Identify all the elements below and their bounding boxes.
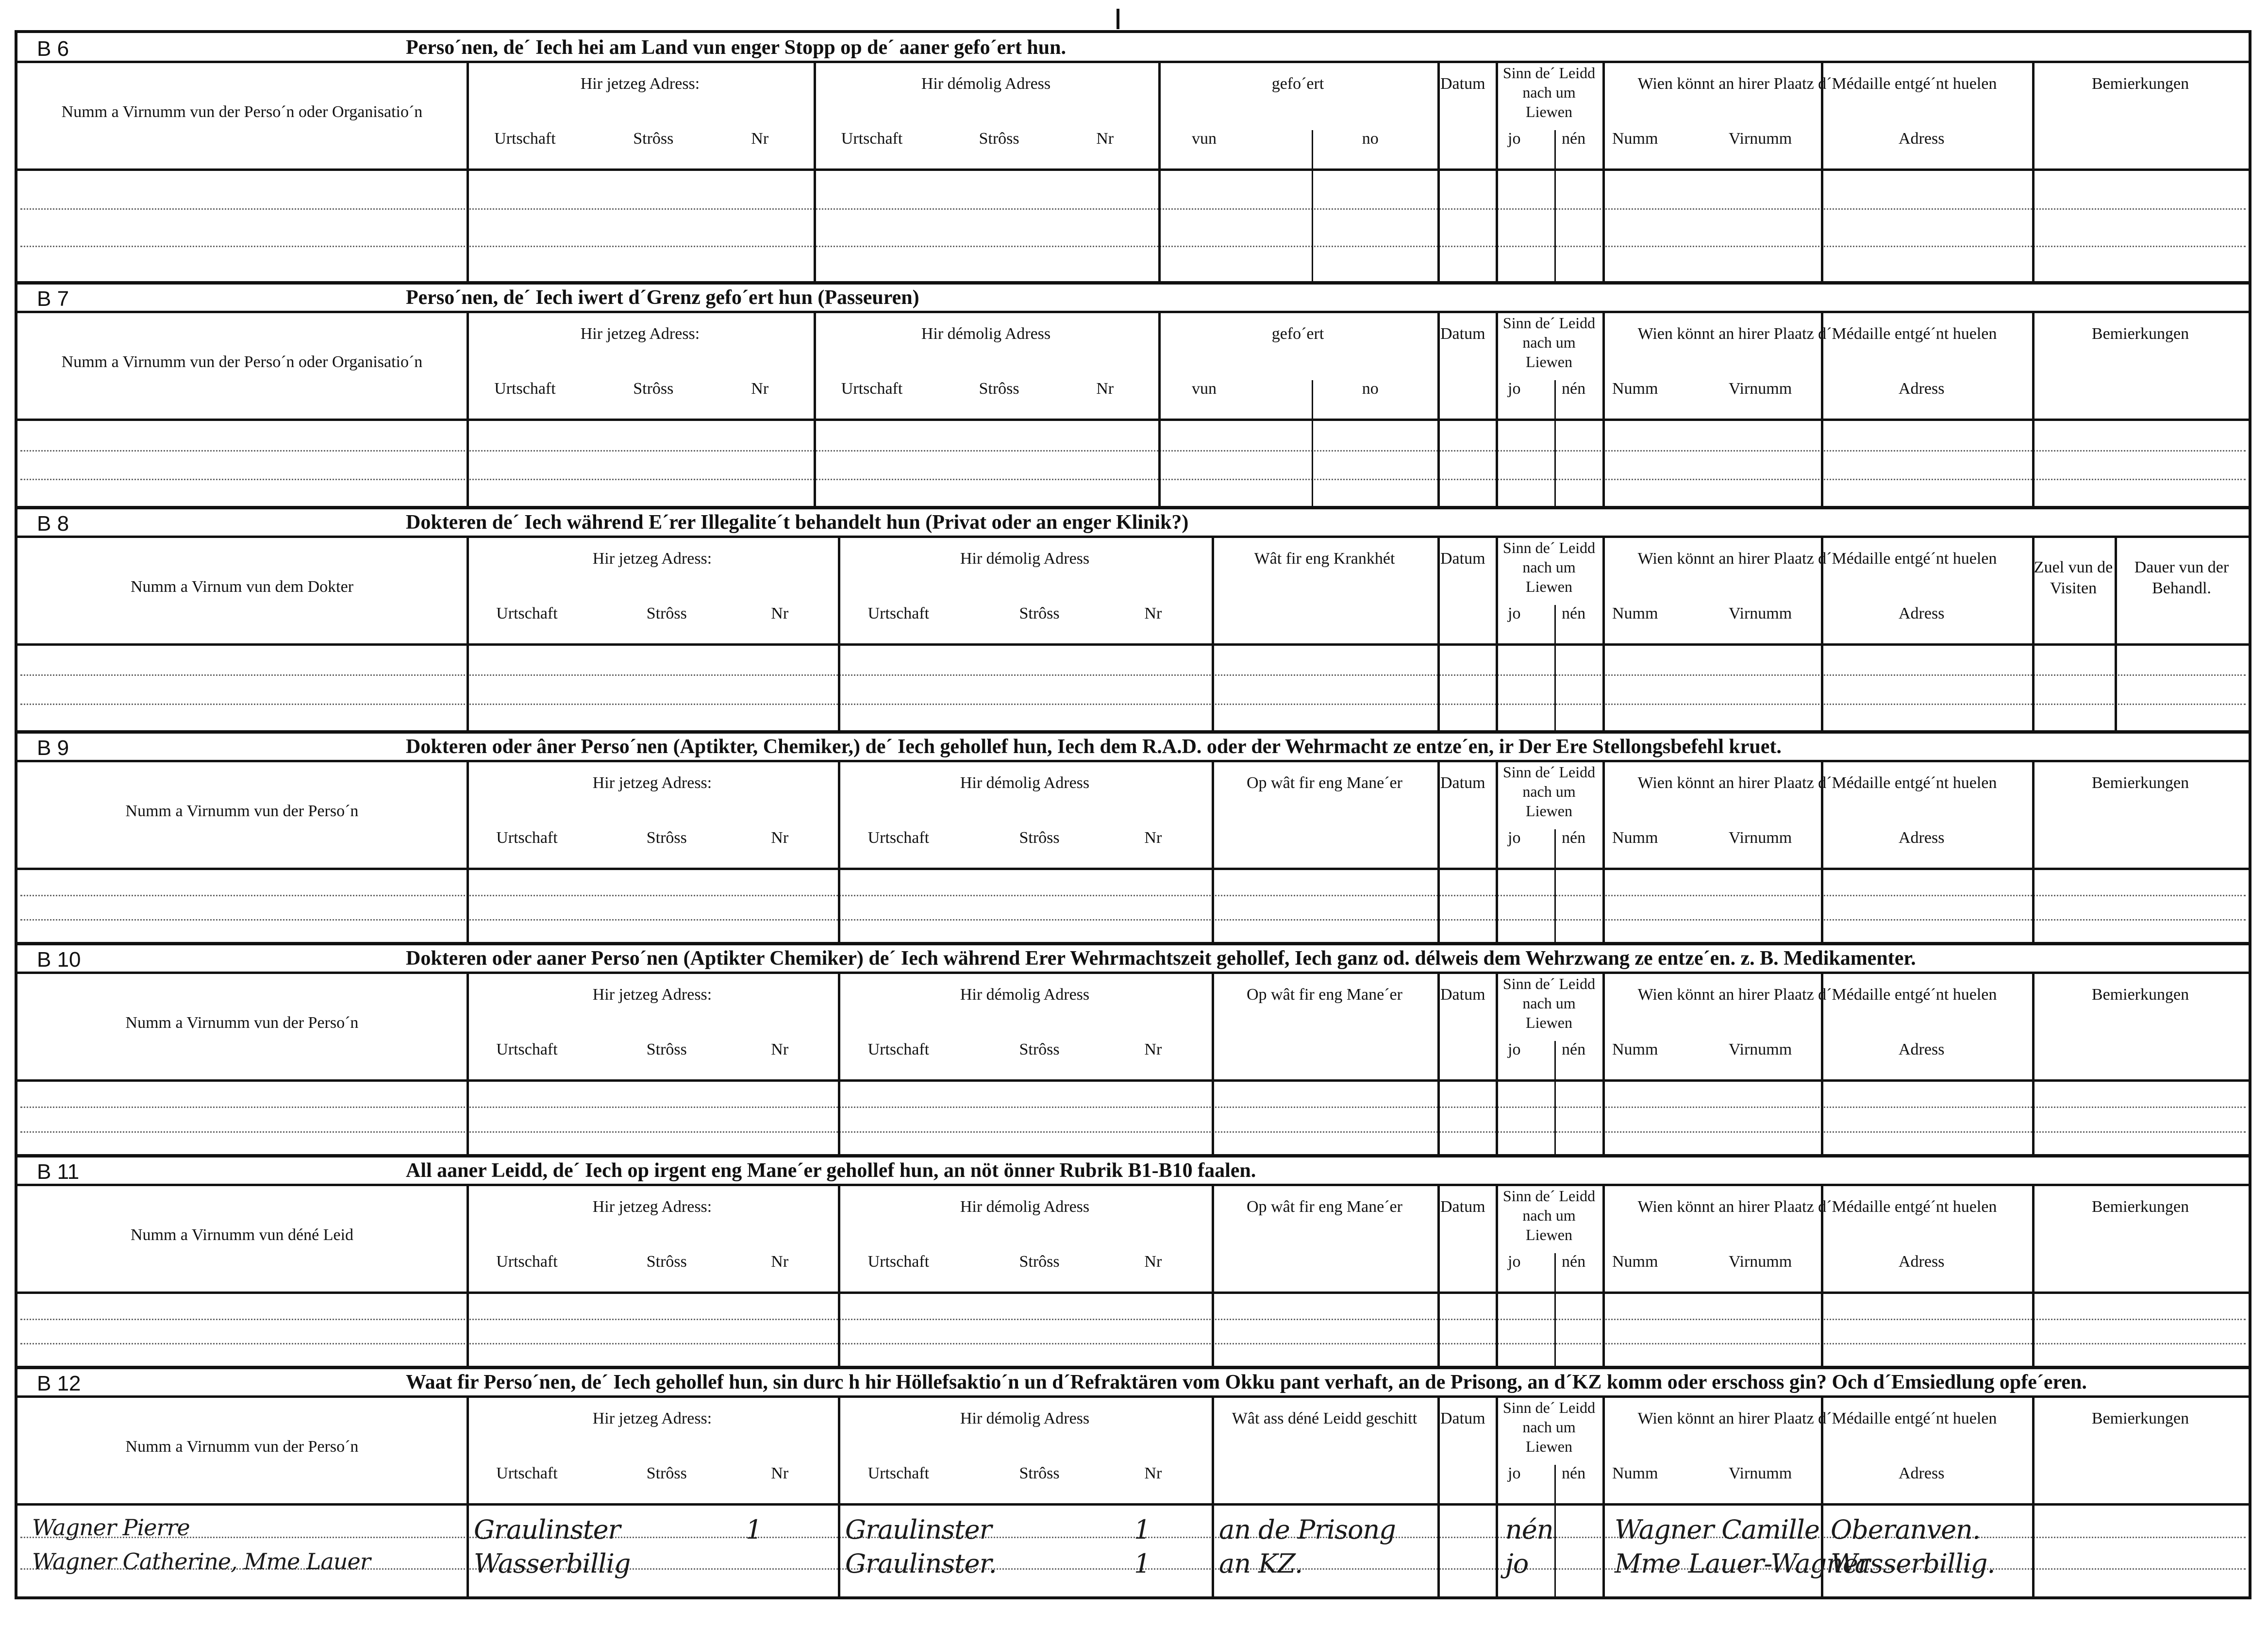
section-title-bar [17, 283, 2249, 313]
subcolumn-town: Urtschaft [841, 380, 903, 398]
column-header-row [17, 974, 2249, 1082]
column-current-address: Hir jetzeg Adress: [592, 550, 712, 568]
subcolumn-name: Numm [1612, 1464, 1658, 1482]
column-name: Numm a Virnumm vun der Perso´n [125, 1438, 359, 1456]
dotted-guide-line [20, 1131, 2246, 1133]
subcolumn-from: vun [1192, 380, 1217, 398]
entry-rows[interactable] [17, 171, 2249, 283]
column-still-alive: Sinn de´ Leidd nach um Liewen [1502, 314, 1596, 370]
column-former-address: Hir démolig Adress [960, 1409, 1090, 1427]
section-title: Dokteren de´ Iech während E´rer Illegalite´t behandelt hun (Privat oder an enger Klinik?) [406, 511, 1189, 534]
dotted-guide-line [20, 479, 2246, 480]
column-divider [1437, 313, 1440, 508]
column-divider [2032, 1186, 2035, 1368]
subcolumn-street: Strôss [1019, 1464, 1060, 1482]
column-remarks: Bemierkungen [2091, 1198, 2189, 1216]
column-divider [1496, 1186, 1498, 1368]
column-divider [1212, 1398, 1214, 1599]
column-description: gefo´ert [1271, 75, 1324, 93]
subcolumn-nr: Nr [771, 604, 789, 622]
column-divider [467, 63, 469, 283]
column-former-address: Hir démolig Adress [960, 774, 1090, 792]
subcolumn-address: Adress [1899, 130, 1945, 148]
subcolumn-to: no [1362, 130, 1379, 148]
subcolumn-divider [1554, 1465, 1556, 1599]
entry-town-then: Graulinster [845, 1514, 992, 1545]
entry-name: Wagner Catherine, Mme Lauer [32, 1548, 370, 1575]
subcolumn-firstname: Virnumm [1729, 829, 1792, 847]
subcolumn-street: Strôss [1019, 1253, 1060, 1271]
column-medal-recipient: Wien könnt an hirer Plaatz d´Médaille entgé´nt huelen [1637, 325, 1997, 343]
section-b6 [17, 33, 2249, 283]
column-divider [1212, 974, 1214, 1156]
column-divider [1602, 63, 1605, 283]
subcolumn-town: Urtschaft [867, 604, 930, 622]
entry-rows[interactable] [17, 1294, 2249, 1368]
column-remarks: Bemierkungen [2091, 986, 2189, 1004]
column-divider [1821, 762, 1823, 944]
subcolumn-street: Strôss [646, 1253, 687, 1271]
column-divider [1602, 538, 1605, 732]
column-name: Numm a Virnumm vun der Perso´n [125, 1014, 359, 1032]
subcolumn-divider [1554, 1253, 1556, 1368]
column-header-row [17, 63, 2249, 171]
column-former-address: Hir démolig Adress [960, 550, 1090, 568]
section-title-bar [17, 1368, 2249, 1398]
section-id: B 12 [37, 1372, 81, 1395]
subcolumn-town: Urtschaft [494, 380, 556, 398]
column-divider [1496, 63, 1498, 283]
column-divider [1602, 1186, 1605, 1368]
column-medal-recipient: Wien könnt an hirer Plaatz d´Médaille entgé´nt huelen [1637, 986, 1997, 1004]
column-divider [2032, 538, 2035, 732]
column-current-address: Hir jetzeg Adress: [592, 1198, 712, 1216]
dotted-guide-line [20, 246, 2246, 247]
entry-medal-addr: Wasserbillig. [1831, 1548, 1995, 1579]
column-divider [1496, 762, 1498, 944]
column-divider [1212, 762, 1214, 944]
entry-what: an de Prisong [1219, 1514, 1396, 1545]
column-remarks: Bemierkungen [2091, 325, 2189, 343]
section-id: B 8 [37, 512, 69, 536]
column-divider [1496, 538, 1498, 732]
subcolumn-town: Urtschaft [841, 130, 903, 148]
column-current-address: Hir jetzeg Adress: [580, 325, 700, 343]
column-name: Numm a Virnumm vun déné Leid [130, 1226, 354, 1244]
subcolumn-street: Strôss [1019, 604, 1060, 622]
subcolumn-divider [1554, 1041, 1556, 1156]
subcolumn-yes: jo [1508, 1253, 1521, 1271]
subcolumn-town: Urtschaft [496, 1040, 558, 1058]
subcolumn-name: Numm [1612, 604, 1658, 622]
section-id: B 9 [37, 736, 69, 760]
column-divider [1437, 538, 1440, 732]
subcolumn-street: Strôss [646, 1040, 687, 1058]
entry-alive: nén [1505, 1514, 1553, 1545]
section-id: B 6 [37, 37, 69, 61]
column-divider [838, 762, 840, 944]
section-divider [17, 1154, 2249, 1157]
column-former-address: Hir démolig Adress [960, 986, 1090, 1004]
subcolumn-nr: Nr [751, 380, 769, 398]
subcolumn-town: Urtschaft [496, 1464, 558, 1482]
section-divider [17, 506, 2249, 509]
section-title-bar [17, 944, 2249, 974]
subcolumn-street: Strôss [979, 130, 1019, 148]
subcolumn-nr: Nr [771, 1253, 789, 1271]
column-description: Wât ass déné Leidd geschitt [1232, 1409, 1418, 1427]
column-divider [1821, 1186, 1823, 1368]
column-still-alive: Sinn de´ Leidd nach um Liewen [1502, 64, 1596, 120]
subcolumn-town: Urtschaft [867, 829, 930, 847]
subcolumn-nr: Nr [1144, 604, 1162, 622]
subcolumn-divider [1312, 380, 1313, 508]
section-title: All aaner Leidd, de´ Iech op irgent eng Mane´er gehollef hun, an nöt önner Rubrik B1-B10 faalen. [406, 1159, 1256, 1182]
subcolumn-nr: Nr [771, 1464, 789, 1482]
column-divider [1437, 1186, 1440, 1368]
column-divider [467, 1186, 469, 1368]
subcolumn-nr: Nr [1096, 380, 1114, 398]
entry-medal-addr: Oberanven. [1831, 1514, 1980, 1545]
section-b11 [17, 1156, 2249, 1368]
subcolumn-firstname: Virnumm [1729, 1253, 1792, 1271]
column-date: Datum [1440, 986, 1485, 1004]
entry-town-now: Wasserbillig [474, 1548, 631, 1579]
column-divider [1496, 313, 1498, 508]
section-divider [17, 730, 2249, 734]
subcolumn-firstname: Virnumm [1729, 1464, 1792, 1482]
subcolumn-town: Urtschaft [496, 1253, 558, 1271]
entry-medal-name: Mme Lauer-Wagner [1615, 1548, 1870, 1579]
subcolumn-name: Numm [1612, 380, 1658, 398]
subcolumn-nr: Nr [1144, 1464, 1162, 1482]
dotted-guide-line [20, 1107, 2246, 1108]
column-divider [1158, 63, 1161, 283]
column-divider [2032, 63, 2035, 283]
column-divider [1602, 313, 1605, 508]
column-divider [1496, 1398, 1498, 1599]
subcolumn-no: nén [1562, 1464, 1586, 1482]
subcolumn-no: nén [1562, 1040, 1586, 1058]
entry-town-now: Graulinster [474, 1514, 620, 1545]
subcolumn-name: Numm [1612, 1253, 1658, 1271]
column-date: Datum [1440, 1409, 1485, 1427]
column-divider [2032, 762, 2035, 944]
subcolumn-address: Adress [1899, 1253, 1945, 1271]
column-divider [814, 313, 816, 508]
subcolumn-no: nén [1562, 380, 1586, 398]
column-still-alive: Sinn de´ Leidd nach um Liewen [1502, 1399, 1596, 1455]
entry-medal-name: Wagner Camille [1615, 1514, 1819, 1545]
subcolumn-divider [1554, 130, 1556, 283]
dotted-guide-line [20, 450, 2246, 452]
dotted-guide-line [20, 674, 2246, 676]
column-description: Op wât fir eng Mane´er [1247, 1198, 1402, 1216]
entry-rows[interactable] [17, 646, 2249, 732]
section-b10 [17, 944, 2249, 1156]
dotted-guide-line [20, 895, 2246, 896]
column-former-address: Hir démolig Adress [921, 325, 1051, 343]
column-divider [814, 63, 816, 283]
column-divider [1602, 762, 1605, 944]
subcolumn-firstname: Virnumm [1729, 604, 1792, 622]
subcolumn-yes: jo [1508, 604, 1521, 622]
column-treatment-duration: Dauer vun der Behandl. [2134, 558, 2229, 597]
entry-nr-now: 1 [746, 1514, 762, 1545]
dotted-guide-line [20, 919, 2246, 921]
column-date: Datum [1440, 75, 1485, 93]
subcolumn-street: Strôss [1019, 1040, 1060, 1058]
subcolumn-street: Strôss [1019, 829, 1060, 847]
subcolumn-yes: jo [1508, 130, 1521, 148]
column-divider [467, 313, 469, 508]
section-title-bar [17, 508, 2249, 538]
column-description: Wât fir eng Krankhét [1254, 550, 1395, 568]
column-current-address: Hir jetzeg Adress: [592, 774, 712, 792]
column-visit-count: Zuel vun de Visiten [2034, 558, 2113, 597]
column-divider [1821, 974, 1823, 1156]
section-title: Dokteren oder âner Perso´nen (Aptikter, Chemiker,) de´ Iech gehollef hun, Iech dem R.A.D. oder der Wehrmacht ze entze´en, ir Der Ere Stellongsbefehl kruet. [406, 736, 1782, 758]
column-medal-recipient: Wien könnt an hirer Plaatz d´Médaille entgé´nt huelen [1637, 550, 1997, 568]
column-divider [2115, 538, 2117, 732]
column-description: Op wât fir eng Mane´er [1247, 986, 1402, 1004]
section-divider [17, 942, 2249, 945]
column-divider [467, 1398, 469, 1599]
subcolumn-town: Urtschaft [867, 1464, 930, 1482]
column-divider [1602, 1398, 1605, 1599]
column-divider [1212, 1186, 1214, 1368]
column-divider [1437, 1398, 1440, 1599]
column-header-row [17, 1186, 2249, 1294]
entry-what: an KZ. [1219, 1548, 1303, 1579]
dotted-guide-line [20, 1319, 2246, 1320]
subcolumn-nr: Nr [771, 829, 789, 847]
subcolumn-yes: jo [1508, 1464, 1521, 1482]
subcolumn-street: Strôss [633, 130, 674, 148]
entry-town-then: Graulinster. [845, 1548, 997, 1579]
subcolumn-address: Adress [1899, 604, 1945, 622]
section-b9 [17, 732, 2249, 944]
section-title-bar [17, 732, 2249, 762]
subcolumn-town: Urtschaft [867, 1253, 930, 1271]
column-remarks: Bemierkungen [2091, 774, 2189, 792]
column-former-address: Hir démolig Adress [960, 1198, 1090, 1216]
subcolumn-address: Adress [1899, 829, 1945, 847]
column-description: gefo´ert [1271, 325, 1324, 343]
section-id: B 10 [37, 948, 81, 972]
subcolumn-yes: jo [1508, 1040, 1521, 1058]
column-medal-recipient: Wien könnt an hirer Plaatz d´Médaille entgé´nt huelen [1637, 1409, 1997, 1427]
section-id: B 7 [37, 287, 69, 311]
subcolumn-nr: Nr [1096, 130, 1114, 148]
subcolumn-town: Urtschaft [496, 604, 558, 622]
subcolumn-nr: Nr [1144, 829, 1162, 847]
column-description: Op wât fir eng Mane´er [1247, 774, 1402, 792]
entry-nr-then: 1 [1134, 1514, 1151, 1545]
subcolumn-firstname: Virnumm [1729, 380, 1792, 398]
subcolumn-nr: Nr [1144, 1253, 1162, 1271]
subcolumn-firstname: Virnumm [1729, 1040, 1792, 1058]
column-remarks: Bemierkungen [2091, 75, 2189, 93]
subcolumn-divider [1554, 605, 1556, 732]
subcolumn-to: no [1362, 380, 1379, 398]
column-still-alive: Sinn de´ Leidd nach um Liewen [1502, 539, 1596, 595]
subcolumn-no: nén [1562, 1253, 1586, 1271]
section-title: Perso´nen, de´ Iech iwert d´Grenz gefo´ert hun (Passeuren) [406, 286, 919, 309]
subcolumn-name: Numm [1612, 130, 1658, 148]
subcolumn-divider [1554, 829, 1556, 944]
column-date: Datum [1440, 325, 1485, 343]
column-date: Datum [1440, 1198, 1485, 1216]
subcolumn-street: Strôss [646, 1464, 687, 1482]
column-divider [2032, 313, 2035, 508]
section-title-bar [17, 33, 2249, 63]
section-id: B 11 [37, 1160, 80, 1184]
section-title: Perso´nen, de´ Iech hei am Land vun enger Stopp op de´ aaner gefo´ert hun. [406, 36, 1066, 59]
column-name: Numm a Virnumm vun der Perso´n [125, 802, 359, 820]
column-remarks: Bemierkungen [2091, 1409, 2189, 1427]
subcolumn-divider [1554, 380, 1556, 508]
subcolumn-street: Strôss [646, 829, 687, 847]
entry-rows[interactable] [17, 421, 2249, 508]
column-medal-recipient: Wien könnt an hirer Plaatz d´Médaille entgé´nt huelen [1637, 1198, 1997, 1216]
subcolumn-street: Strôss [633, 380, 674, 398]
column-name: Numm a Virnum vun dem Dokter [130, 578, 354, 596]
column-header-row [17, 313, 2249, 421]
subcolumn-yes: jo [1508, 829, 1521, 847]
column-header-row [17, 762, 2249, 870]
column-still-alive: Sinn de´ Leidd nach um Liewen [1502, 763, 1596, 820]
dotted-guide-line [20, 1343, 2246, 1344]
column-current-address: Hir jetzeg Adress: [592, 1409, 712, 1427]
section-title-bar [17, 1156, 2249, 1186]
subcolumn-street: Strôss [646, 604, 687, 622]
subcolumn-firstname: Virnumm [1729, 130, 1792, 148]
subcolumn-nr: Nr [751, 130, 769, 148]
column-divider [1437, 63, 1440, 283]
column-header-row [17, 1398, 2249, 1506]
dotted-guide-line [20, 704, 2246, 705]
entry-rows[interactable] [17, 1082, 2249, 1156]
column-date: Datum [1440, 774, 1485, 792]
column-divider [2032, 1398, 2035, 1599]
section-b8 [17, 508, 2249, 732]
column-divider [467, 538, 469, 732]
questionnaire-form [15, 30, 2251, 1599]
section-b7 [17, 283, 2249, 508]
column-divider [838, 1186, 840, 1368]
subcolumn-no: nén [1562, 130, 1586, 148]
subcolumn-nr: Nr [771, 1040, 789, 1058]
subcolumn-from: vun [1192, 130, 1217, 148]
subcolumn-name: Numm [1612, 1040, 1658, 1058]
column-medal-recipient: Wien könnt an hirer Plaatz d´Médaille entgé´nt huelen [1637, 774, 1997, 792]
column-divider [1821, 313, 1823, 508]
column-date: Datum [1440, 550, 1485, 568]
subcolumn-address: Adress [1899, 1464, 1945, 1482]
subcolumn-town: Urtschaft [496, 829, 558, 847]
entry-alive: jo [1505, 1548, 1529, 1579]
column-header-row [17, 538, 2249, 646]
entry-rows[interactable] [17, 870, 2249, 944]
column-divider [1212, 538, 1214, 732]
column-divider [838, 974, 840, 1156]
column-divider [1602, 974, 1605, 1156]
subcolumn-address: Adress [1899, 1040, 1945, 1058]
column-divider [838, 538, 840, 732]
section-title: Waat fir Perso´nen, de´ Iech gehollef hun, sin durc h hir Höllefsaktio´n un d´Refraktären vom Okku pant verhaft, an de Prisong, an d´KZ komm oder erschoss gin? Och d´Emsiedlung opfe´eren. [406, 1371, 2087, 1393]
section-divider [17, 1366, 2249, 1369]
column-name: Numm a Virnumm vun der Perso´n oder Organisatio´n [61, 103, 423, 121]
subcolumn-address: Adress [1899, 380, 1945, 398]
column-medal-recipient: Wien könnt an hirer Plaatz d´Médaille entgé´nt huelen [1637, 75, 1997, 93]
column-divider [1437, 762, 1440, 944]
column-former-address: Hir démolig Adress [921, 75, 1051, 93]
entry-name: Wagner Pierre [32, 1514, 190, 1541]
column-divider [1821, 63, 1823, 283]
top-registration-mark [1117, 9, 1119, 29]
column-divider [1158, 313, 1161, 508]
column-still-alive: Sinn de´ Leidd nach um Liewen [1502, 975, 1596, 1031]
dotted-guide-line [20, 208, 2246, 210]
section-divider [17, 281, 2249, 285]
column-still-alive: Sinn de´ Leidd nach um Liewen [1502, 1187, 1596, 1243]
subcolumn-no: nén [1562, 829, 1586, 847]
column-divider [1496, 974, 1498, 1156]
section-title: Dokteren oder aaner Perso´nen (Aptikter Chemiker) de´ Iech während Erer Wehrmachtszeit gehollef, Iech ganz od. délweis dem Wehrzwang ze entze´en. z. B. Medikamenter. [406, 947, 1916, 970]
subcolumn-nr: Nr [1144, 1040, 1162, 1058]
subcolumn-name: Numm [1612, 829, 1658, 847]
column-divider [467, 762, 469, 944]
column-divider [838, 1398, 840, 1599]
column-divider [1821, 538, 1823, 732]
subcolumn-town: Urtschaft [494, 130, 556, 148]
subcolumn-divider [1312, 130, 1313, 283]
column-current-address: Hir jetzeg Adress: [592, 986, 712, 1004]
column-divider [1437, 974, 1440, 1156]
column-divider [467, 974, 469, 1156]
column-divider [2032, 974, 2035, 1156]
subcolumn-street: Strôss [979, 380, 1019, 398]
entry-nr-then: 1 [1134, 1548, 1151, 1579]
subcolumn-no: nén [1562, 604, 1586, 622]
column-current-address: Hir jetzeg Adress: [580, 75, 700, 93]
column-name: Numm a Virnumm vun der Perso´n oder Organisatio´n [61, 353, 423, 371]
subcolumn-yes: jo [1508, 380, 1521, 398]
subcolumn-town: Urtschaft [867, 1040, 930, 1058]
